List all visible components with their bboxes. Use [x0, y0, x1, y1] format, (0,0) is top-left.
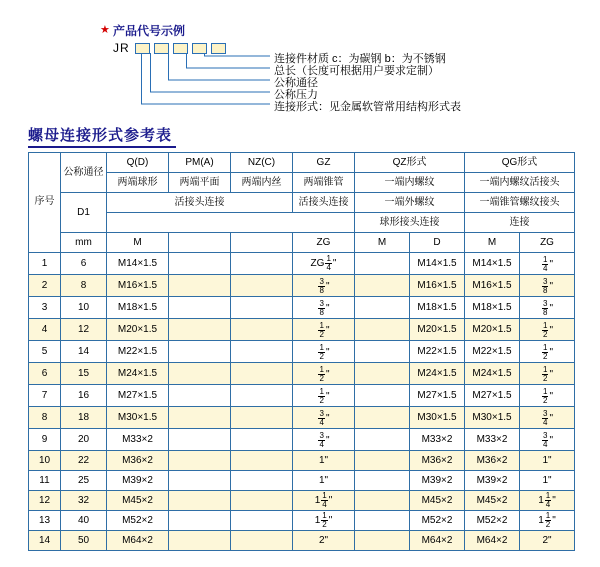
cell-gz: $\frac{3}{8}$ " [293, 275, 355, 297]
cell-index: 14 [29, 531, 61, 551]
cell-qg-m: M16×1.5 [465, 275, 520, 297]
header-unit-gz: ZG [293, 233, 355, 253]
cell-qg-zg: 2" [520, 531, 575, 551]
cell-qz-d: M27×1.5 [410, 385, 465, 407]
table-header-row-code [29, 153, 575, 173]
table-header-row-group [29, 193, 575, 213]
product-code-legend [0, 0, 600, 118]
cell-q: M33×2 [107, 429, 169, 451]
cell-qz-d: M36×2 [410, 451, 465, 471]
cell-gz: $\frac{1}{2}$ " [293, 319, 355, 341]
cell-nz [231, 275, 293, 297]
cell-index: 11 [29, 471, 61, 491]
cell-gz: 1" [293, 451, 355, 471]
header-dn: 公称通径 [61, 153, 107, 193]
cell-gz: $\frac{3}{4}$ " [293, 429, 355, 451]
header-unit-qz-d: D [410, 233, 465, 253]
cell-nz [231, 491, 293, 511]
header-unit-qz-m: M [355, 233, 410, 253]
cell-nz [231, 429, 293, 451]
cell-gz: 1" [293, 471, 355, 491]
cell-qz-d: M64×2 [410, 531, 465, 551]
cell-q: M52×2 [107, 511, 169, 531]
header-code-q: Q(D) [107, 153, 169, 173]
cell-dn: 50 [61, 531, 107, 551]
cell-qz-m [355, 471, 410, 491]
cell-qg-m: M22×1.5 [465, 341, 520, 363]
cell-qg-m: M39×2 [465, 471, 520, 491]
legend-note-pressure: 公称压力 [274, 89, 318, 101]
cell-q: M27×1.5 [107, 385, 169, 407]
cell-index: 3 [29, 297, 61, 319]
cell-qz-m [355, 429, 410, 451]
header-group-join: 连接 [465, 213, 575, 233]
code-boxes [135, 43, 226, 54]
cell-q: M22×1.5 [107, 341, 169, 363]
header-blank [107, 213, 355, 233]
cell-index: 4 [29, 319, 61, 341]
cell-qg-zg: $\frac{1}{4}$ " [520, 253, 575, 275]
cell-gz: $\frac{3}{8}$ " [293, 297, 355, 319]
code-box [211, 43, 226, 54]
cell-q: M39×2 [107, 471, 169, 491]
cell-qz-m [355, 319, 410, 341]
cell-index: 12 [29, 491, 61, 511]
header-unit-qg-zg: ZG [520, 233, 575, 253]
header-type-pm: 两端平面 [169, 173, 231, 193]
table-row [29, 363, 575, 385]
cell-nz [231, 363, 293, 385]
cell-dn: 25 [61, 471, 107, 491]
cell-pm [169, 275, 231, 297]
cell-q: M18×1.5 [107, 297, 169, 319]
legend-title: 产品代号示例 [113, 24, 186, 38]
cell-qz-d: M33×2 [410, 429, 465, 451]
cell-q: M14×1.5 [107, 253, 169, 275]
cell-qg-m: M24×1.5 [465, 363, 520, 385]
cell-nz [231, 341, 293, 363]
cell-gz: ZG $\frac{1}{4}$ " [293, 253, 355, 275]
cell-qg-zg: $\frac{1}{2}$ " [520, 319, 575, 341]
cell-qg-zg: $\frac{3}{8}$ " [520, 297, 575, 319]
table-row [29, 471, 575, 491]
header-index [29, 153, 61, 253]
cell-pm [169, 253, 231, 275]
table-row [29, 407, 575, 429]
header-group-live-join2: 活接头连接 [293, 193, 355, 213]
header-type-qz-outer: 一端外螺纹 [355, 193, 465, 213]
cell-index: 7 [29, 385, 61, 407]
table-row [29, 253, 575, 275]
table-header-row-type [29, 173, 575, 193]
cell-q: M36×2 [107, 451, 169, 471]
table-header-row-unit [29, 233, 575, 253]
cell-qg-m: M30×1.5 [465, 407, 520, 429]
cell-dn: 10 [61, 297, 107, 319]
table-row [29, 511, 575, 531]
cell-qg-zg: $\frac{1}{2}$ " [520, 363, 575, 385]
header-code-qz: QZ形式 [355, 153, 465, 173]
cell-qg-zg: $\frac{3}{8}$ " [520, 275, 575, 297]
header-group-sphere-join: 球形接头连接 [355, 213, 465, 233]
table-row [29, 297, 575, 319]
star-icon: ★ [100, 24, 110, 36]
header-code-qg: QG形式 [465, 153, 575, 173]
cell-nz [231, 297, 293, 319]
cell-qz-m [355, 511, 410, 531]
cell-qg-zg: 1" [520, 451, 575, 471]
table-row [29, 531, 575, 551]
cell-qg-m: M14×1.5 [465, 253, 520, 275]
cell-qz-d: M16×1.5 [410, 275, 465, 297]
cell-qz-m [355, 407, 410, 429]
cell-nz [231, 511, 293, 531]
header-type-qg-inner: 一端内螺纹活接头 [465, 173, 575, 193]
code-box [135, 43, 150, 54]
table-row [29, 319, 575, 341]
cell-qg-m: M18×1.5 [465, 297, 520, 319]
header-code-gz: GZ [293, 153, 355, 173]
cell-qz-d: M39×2 [410, 471, 465, 491]
table-row [29, 385, 575, 407]
cell-nz [231, 385, 293, 407]
cell-nz [231, 319, 293, 341]
cell-index: 6 [29, 363, 61, 385]
cell-gz: 1 $\frac{1}{2}$ " [293, 511, 355, 531]
cell-qg-m: M64×2 [465, 531, 520, 551]
cell-qz-d: M30×1.5 [410, 407, 465, 429]
cell-gz: 1 $\frac{1}{4}$ " [293, 491, 355, 511]
code-prefix: JR [113, 41, 130, 55]
cell-dn: 18 [61, 407, 107, 429]
cell-qg-zg: $\frac{3}{4}$ " [520, 429, 575, 451]
cell-pm [169, 429, 231, 451]
cell-dn: 14 [61, 341, 107, 363]
cell-index: 10 [29, 451, 61, 471]
cell-qg-zg: 1" [520, 471, 575, 491]
cell-qz-d: M14×1.5 [410, 253, 465, 275]
cell-qz-d: M45×2 [410, 491, 465, 511]
cell-qz-d: M18×1.5 [410, 297, 465, 319]
header-type-nz: 两端内丝 [231, 173, 293, 193]
header-dn-d1: D1 [61, 193, 107, 233]
cell-qz-m [355, 491, 410, 511]
cell-qg-zg: 1 $\frac{1}{4}$ " [520, 491, 575, 511]
cell-index: 8 [29, 407, 61, 429]
cell-pm [169, 491, 231, 511]
cell-q: M24×1.5 [107, 363, 169, 385]
cell-qg-m: M27×1.5 [465, 385, 520, 407]
page-title: 螺母连接形式参考表 [28, 127, 173, 144]
table-row [29, 491, 575, 511]
cell-qz-m [355, 341, 410, 363]
header-unit-qg-m: M [465, 233, 520, 253]
cell-qg-zg: 1 $\frac{1}{2}$ " [520, 511, 575, 531]
cell-qz-m [355, 297, 410, 319]
cell-dn: 16 [61, 385, 107, 407]
cell-qz-d: M52×2 [410, 511, 465, 531]
cell-dn: 12 [61, 319, 107, 341]
cell-pm [169, 531, 231, 551]
cell-dn: 20 [61, 429, 107, 451]
cell-pm [169, 363, 231, 385]
header-index-label: 序号 [34, 196, 55, 208]
cell-nz [231, 253, 293, 275]
table-row [29, 429, 575, 451]
cell-qg-zg: $\frac{1}{2}$ " [520, 385, 575, 407]
header-unit-mm: mm [61, 233, 107, 253]
cell-dn: 8 [61, 275, 107, 297]
cell-qg-zg: $\frac{3}{4}$ " [520, 407, 575, 429]
cell-qz-d: M20×1.5 [410, 319, 465, 341]
legend-note-material: 连接件材质 c：为碳钢 b：为不锈钢 [274, 53, 446, 65]
cell-qz-m [355, 253, 410, 275]
header-group-live-join: 活接头连接 [107, 193, 293, 213]
cell-gz: $\frac{1}{2}$ " [293, 363, 355, 385]
cell-pm [169, 385, 231, 407]
cell-gz: $\frac{1}{2}$ " [293, 341, 355, 363]
cell-nz [231, 451, 293, 471]
header-type-qz-inner: 一端内螺纹 [355, 173, 465, 193]
cell-qz-m [355, 363, 410, 385]
table-row [29, 341, 575, 363]
header-code-nz: NZ(C) [231, 153, 293, 173]
cell-gz: 2" [293, 531, 355, 551]
cell-pm [169, 471, 231, 491]
cell-index: 1 [29, 253, 61, 275]
cell-nz [231, 407, 293, 429]
cell-index: 2 [29, 275, 61, 297]
legend-note-dn: 公称通径 [274, 77, 318, 89]
header-type-gz: 两端锥管 [293, 173, 355, 193]
cell-index: 9 [29, 429, 61, 451]
cell-gz: $\frac{1}{2}$ " [293, 385, 355, 407]
table-row [29, 451, 575, 471]
code-box [154, 43, 169, 54]
cell-dn: 15 [61, 363, 107, 385]
nut-connection-table [28, 152, 575, 551]
cell-q: M20×1.5 [107, 319, 169, 341]
cell-dn: 32 [61, 491, 107, 511]
cell-nz [231, 471, 293, 491]
cell-dn: 22 [61, 451, 107, 471]
header-code-pm: PM(A) [169, 153, 231, 173]
header-unit-pm [169, 233, 231, 253]
header-type-qg-cone: 一端锥管螺纹接头 [465, 193, 575, 213]
cell-dn: 6 [61, 253, 107, 275]
cell-q: M45×2 [107, 491, 169, 511]
legend-note-length: 总长（长度可根据用户要求定制） [274, 65, 439, 77]
header-unit-q: M [107, 233, 169, 253]
cell-pm [169, 341, 231, 363]
table-row [29, 275, 575, 297]
cell-pm [169, 319, 231, 341]
cell-pm [169, 407, 231, 429]
header-type-q: 两端球形 [107, 173, 169, 193]
cell-qg-m: M52×2 [465, 511, 520, 531]
cell-pm [169, 451, 231, 471]
cell-qz-d: M22×1.5 [410, 341, 465, 363]
cell-gz: $\frac{3}{4}$ " [293, 407, 355, 429]
cell-nz [231, 531, 293, 551]
code-box [173, 43, 188, 54]
cell-qg-zg: $\frac{1}{2}$ " [520, 341, 575, 363]
cell-qg-m: M45×2 [465, 491, 520, 511]
table-header-row-join [29, 213, 575, 233]
cell-qg-m: M20×1.5 [465, 319, 520, 341]
cell-qz-d: M24×1.5 [410, 363, 465, 385]
code-box [192, 43, 207, 54]
cell-qz-m [355, 451, 410, 471]
cell-pm [169, 297, 231, 319]
cell-qg-m: M33×2 [465, 429, 520, 451]
cell-index: 13 [29, 511, 61, 531]
cell-q: M16×1.5 [107, 275, 169, 297]
cell-qz-m [355, 385, 410, 407]
header-unit-nz [231, 233, 293, 253]
legend-note-conntype: 连接形式：见金属软管常用结构形式表 [274, 101, 461, 113]
cell-qg-m: M36×2 [465, 451, 520, 471]
cell-qz-m [355, 531, 410, 551]
cell-dn: 40 [61, 511, 107, 531]
cell-q: M30×1.5 [107, 407, 169, 429]
title-underline [28, 146, 176, 148]
cell-index: 5 [29, 341, 61, 363]
cell-q: M64×2 [107, 531, 169, 551]
cell-qz-m [355, 275, 410, 297]
cell-pm [169, 511, 231, 531]
